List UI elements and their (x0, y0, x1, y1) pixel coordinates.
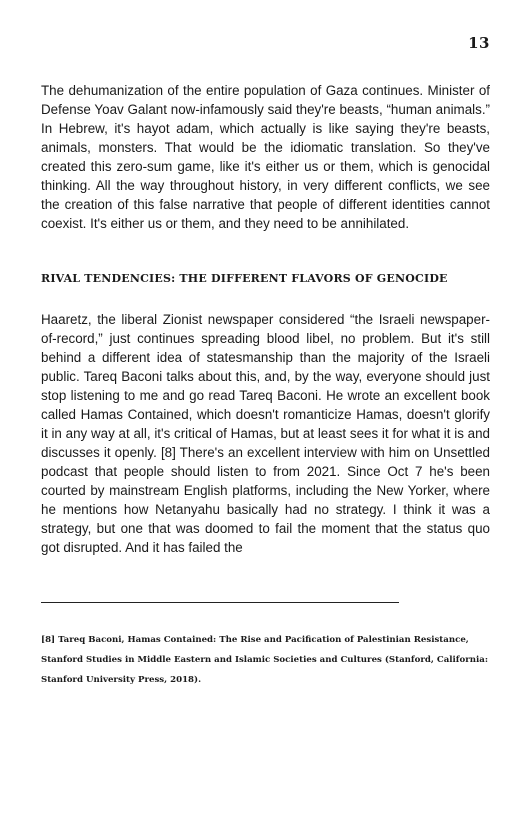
body-paragraph: The dehumanization of the entire population of Gaza continues. Minister of Defense Yoav Galant now-infamously said they're beasts, “human animals.” In Hebrew, it's hayot adam, which actually is like saying they're beasts, animals, monsters. That would be the idiomatic translation. So they've created this zero-sum game, like it's either us or them, which is genocidal thinking. All the way throughout history, in very different conflicts, we see the creation of this false narrative that people of different identities cannot coexist. It's either us or them, and they need to be annihilated. (41, 83, 490, 231)
section-heading: RIVAL TENDENCIES: THE DIFFERENT FLAVORS OF GENOCIDE (41, 272, 448, 285)
footnote: [8] Tareq Baconi, Hamas Contained: The Rise and Pacification of Palestinian Resistance, Stanford Studies in Middle Eastern and Islamic Societies and Cultures (Stanford, California: Stanford University Press, 2018). (41, 635, 489, 685)
body-paragraph: Haaretz, the liberal Zionist newspaper considered “the Israeli newspaper-of-record,” just continues spreading blood libel, no problem. But it's still behind a different idea of statesmanship than the majority of the Israeli public. Tareq Baconi talks about this, and, by the way, everyone should just stop listening to me and go read Tareq Baconi. He wrote an excellent book called Hamas Contained, which doesn't romanticize Hamas, doesn't glorify it in any way at all, it's critical of Hamas, but at least sees it for what it is and discusses it openly. [8] There's an excellent interview with him on Unsettled podcast that people should listen to from 2021. Since Oct 7 he's been courted by mainstream English platforms, including the New Yorker, where he mentions how Netanyahu basically had no strategy. I think it was a strategy, but one that was doomed to fail the moment that the status quo got disrupted. And it has failed the (41, 312, 490, 555)
page-number: 13 (468, 34, 490, 52)
footnote-divider (41, 602, 399, 603)
